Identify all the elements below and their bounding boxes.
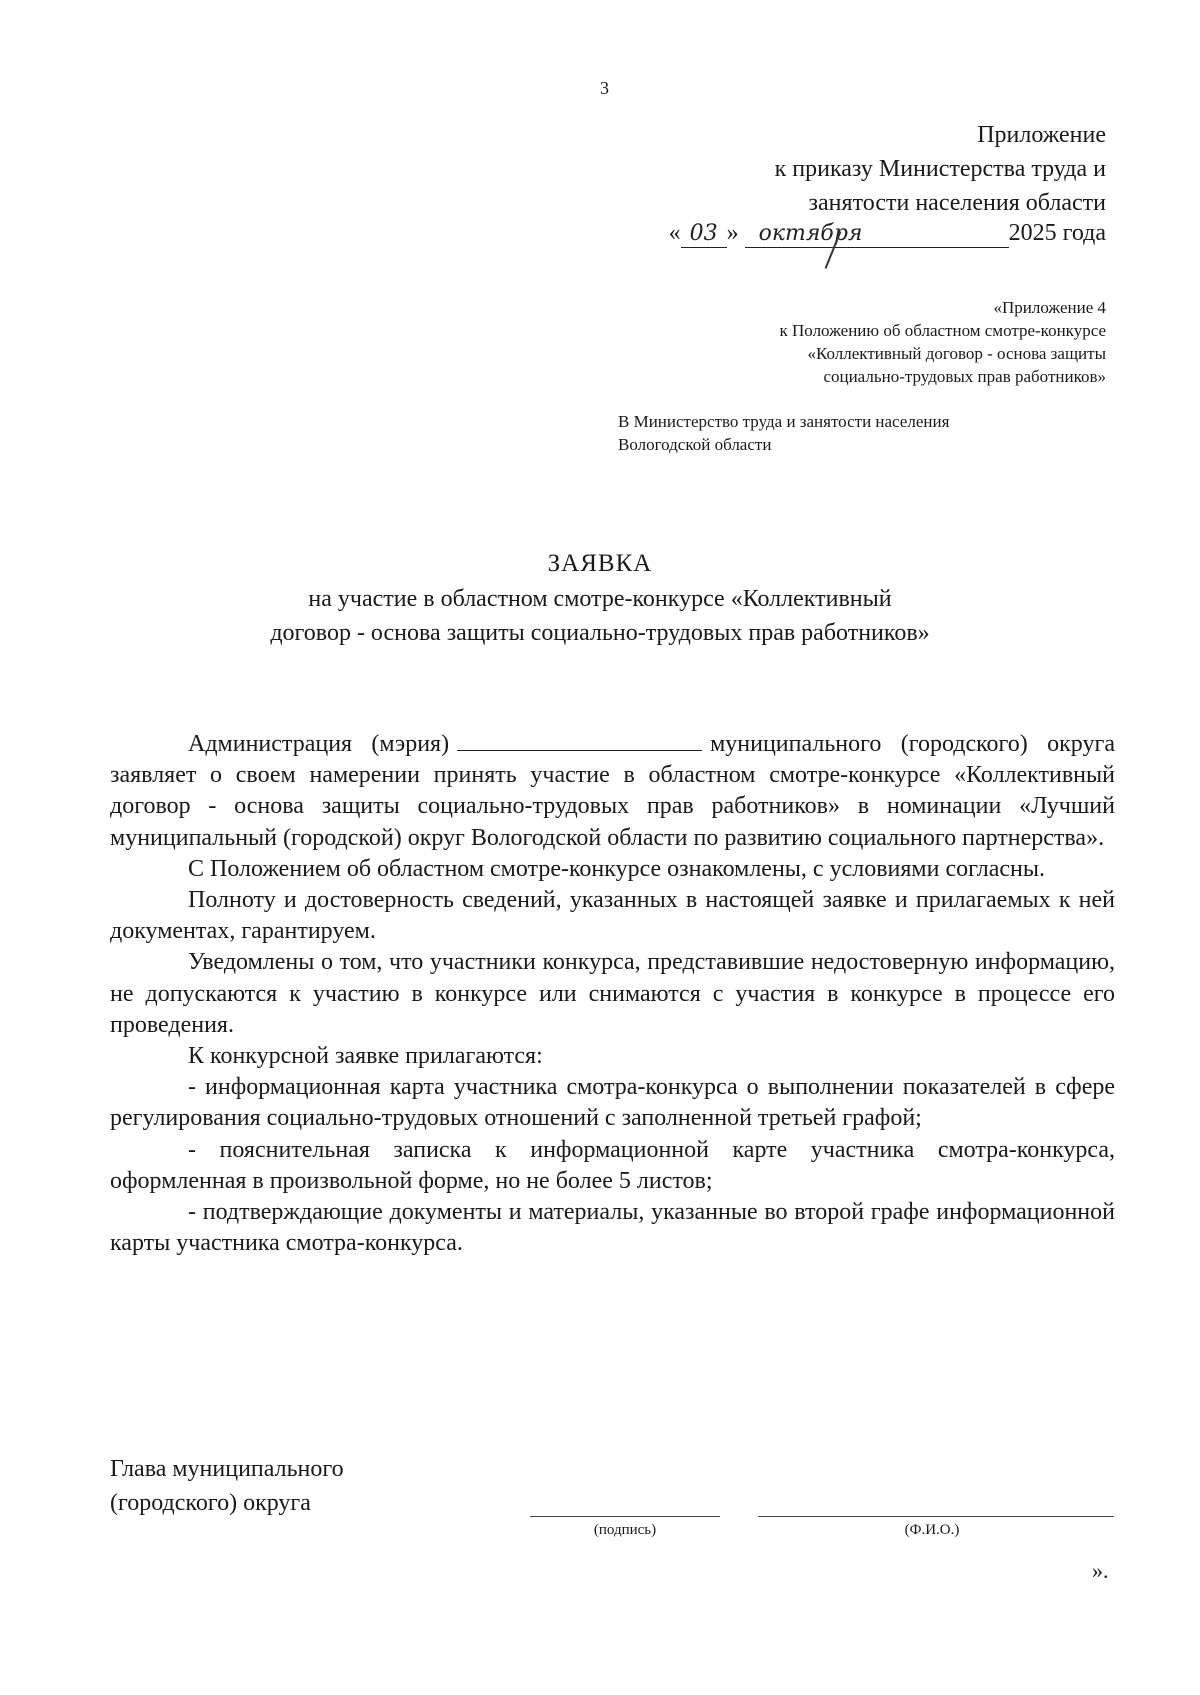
attachment-item: - пояснительная записка к информационной карте участника смотра-конкурса, оформленная в произвольной форме, но не более 5 листов; — [110, 1136, 1115, 1194]
municipality-blank-field — [457, 728, 702, 751]
paragraph-intent-start: Администрация (мэрия) — [188, 731, 450, 757]
order-appendix-header — [775, 118, 1106, 220]
date-month-handwritten: октября — [745, 221, 1009, 248]
addressee — [618, 410, 949, 456]
signatory-title — [110, 1452, 344, 1520]
paragraph-acknowledgement: С Положением об областном смотре-конкурсе ознакомлены, с условиями согласны. — [188, 855, 1045, 882]
date-year: 2025 года — [1008, 220, 1106, 246]
date-day-handwritten: 03 — [681, 221, 727, 248]
attachment-item: - информационная карта участника смотра-конкурса о выполнении показателей в сфере регулирования социально-трудовых отношений с заполненной третьей графой; — [110, 1074, 1115, 1132]
paragraph-attachments-intro: К конкурсной заявке прилагаются: — [188, 1043, 543, 1070]
application-body — [110, 728, 1115, 1259]
paragraph-intent — [110, 728, 1115, 854]
order-date — [669, 216, 1106, 250]
order-appendix-line: Приложение — [977, 122, 1106, 148]
signatory-line: Глава муниципального — [110, 1456, 344, 1482]
date-quote-open: « — [668, 220, 681, 246]
date-quote-close: » — [726, 220, 739, 246]
name-caption: (Ф.И.О.) — [904, 1522, 960, 1538]
subtitle-line: на участие в областном смотре-конкурсе «Коллективный — [308, 586, 892, 612]
signatory-line: (городского) округа — [110, 1490, 311, 1516]
order-appendix-line: занятости населения области — [808, 190, 1106, 216]
signature-line — [530, 1516, 720, 1517]
regulation-appendix-header — [780, 296, 1106, 388]
addressee-line: В Министерство труда и занятости населения — [618, 412, 950, 431]
addressee-line: Вологодской области — [618, 435, 772, 454]
page-number: 3 — [600, 78, 609, 98]
paragraph-notice: Уведомлены о том, что участники конкурса, представившие недостоверную информацию, не допускаются к участию в конкурсе или снимаются с участия в конкурсе в процессе его проведения. — [110, 949, 1115, 1038]
paragraph-guarantee: Полноту и достоверность сведений, указанных в настоящей заявке и прилагаемых к ней документах, гарантируем. — [110, 887, 1115, 945]
regulation-appendix-line: «Коллективный договор - основа защиты — [807, 344, 1106, 363]
signature-caption: (подпись) — [593, 1522, 657, 1538]
subtitle-line: договор - основа защиты социально-трудовых прав работников» — [270, 620, 930, 646]
regulation-appendix-line: к Положению об областном смотре-конкурсе — [779, 321, 1106, 340]
order-appendix-line: к приказу Министерства труда и — [774, 156, 1106, 182]
application-subtitle — [150, 582, 1050, 650]
regulation-appendix-line: «Приложение 4 — [993, 298, 1106, 317]
closing-quote: ». — [1092, 1558, 1109, 1583]
paragraph-intent-rest: муниципального (городского) округа заявляет о своем намерении принять участие в областном смотре-конкурсе «Коллективный договор - основа защиты социально-трудовых прав работников» в номинации «Лучший муниципальный (городской) округ Вологодской области по развитию социального партнерства». — [110, 731, 1115, 851]
attachment-item: - подтверждающие документы и материалы, указанные во второй графе информационной карты участника смотра-конкурса. — [110, 1199, 1115, 1257]
regulation-appendix-line: социально-трудовых прав работников» — [823, 367, 1106, 386]
name-line — [758, 1516, 1114, 1517]
application-title: ЗАЯВКА — [547, 550, 653, 577]
